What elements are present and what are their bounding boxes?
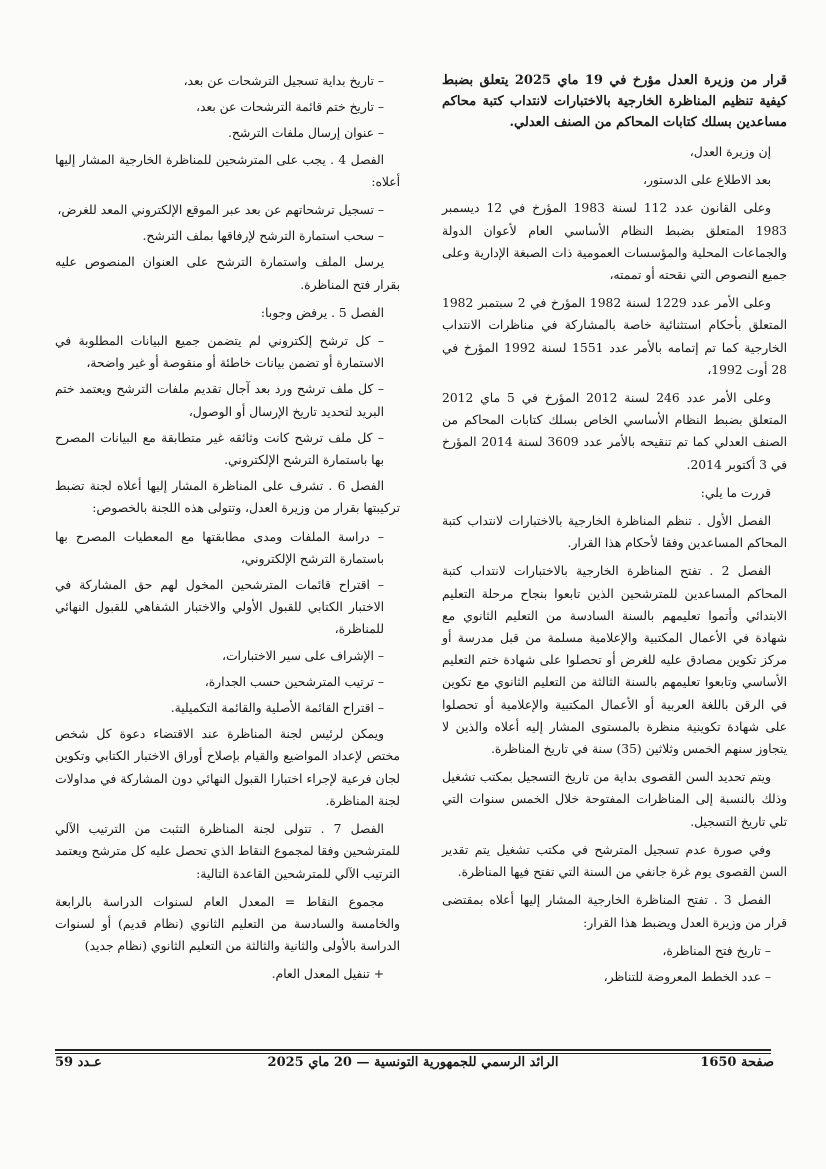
list-item: – سحب استمارة الترشح لإرفاقها بملف الترشح. [55,225,400,247]
list-item: + تنفيل المعدل العام. [55,963,400,985]
list-item: – تاريخ بداية تسجيل الترشحات عن بعد، [55,70,400,92]
footer-rule [55,1053,771,1054]
article-6: الفصل 6 . تشرف على المناظرة المشار إليها أعلاه لجنة تضبط تركيبتها بقرار من وزيرة العدل، وتتولى هذه اللجنة بالخصوص: [55,479,400,516]
footer-rule [55,1049,771,1051]
list-item: – تاريخ ختم قائمة الترشحات عن بعد، [55,96,400,118]
issue-number: عـدد 59 [55,1055,102,1070]
decree-title: قرار من وزيرة العدل مؤرخ في 19 ماي 2025 يتعلق بضبط كيفية تنظيم المناظرة الخارجية بالاختبارات لانتداب كتبة محاكم مساعدين بسلك كتابات المحاكم من الصنف العدلي. [442,73,787,130]
formula-paragraph: مجموع النقاط = المعدل العام لسنوات الدراسة بالرابعة والخامسة والسادسة من التعليم الثانوي (نظام قديم) أو لسنوات الدراسة بالأولى والثانية والثالثة من التعليم الثانوي (نظام جديد) [55,894,400,954]
list-item: – تسجيل ترشحاتهم عن بعد عبر الموقع الإلكتروني المعد للغرض، [55,199,400,221]
right-column [442,70,787,992]
paragraph: وعلى الأمر عدد 1229 لسنة 1982 المؤرخ في 2 سبتمبر 1982 المتعلق بأحكام استثنائية خاصة بالمشاركة في مناظرات الانتداب الخارجية كما تم إتمامه بالأمر عدد 1551 لسنة 1992 المؤرخ في 28 أوت 1992، [442,296,787,377]
list-item: – دراسة الملفات ومدى مطابقتها مع المعطيات المصرح بها باستمارة الترشح الإلكتروني، [55,526,400,570]
paragraph: وعلى القانون عدد 112 لسنة 1983 المؤرخ في 12 ديسمبر 1983 المتعلق بضبط النظام الأساسي العام لأعوان الدولة والجماعات المحلية والمؤسسات العمومية ذات الصبغة الإدارية وعلى جميع النصوص التي نقحته أو تممته، [442,201,787,283]
paragraph: ويمكن لرئيس لجنة المناظرة عند الاقتضاء دعوة كل شخص مختص لإعداد المواضيع والقيام بإصلاح أوراق الاختبار الكتابي وتكوين لجان فرعية لإجراء اختبارا القبول النهائي دون المشاركة في مداولات لجنة المناظرة. [55,727,400,808]
gazette-title: الرائد الرسمي للجمهورية التونسية — 20 ماي 2025 [267,1055,559,1070]
left-column [55,70,400,990]
list-item: – اقتراح قائمات المترشحين المخول لهم حق المشاركة في الاختبار الكتابي للقبول الأولي والاختبار الشفاهي للقبول النهائي للمناظرة، [55,574,400,641]
article-3: الفصل 3 . تفتح المناظرة الخارجية المشار إليها أعلاه بمقتضى قرار من وزيرة العدل ويضبط هذا القرار: [442,893,787,930]
list-item: – تاريخ فتح المناظرة، [442,940,787,962]
paragraph: بعد الاطلاع على الدستور، [643,173,771,188]
list-item: – عنوان إرسال ملفات الترشح. [55,122,400,144]
paragraph: قررت ما يلي: [700,485,771,500]
list-item: – ترتيب المترشحين حسب الجدارة، [55,671,400,693]
article-4: الفصل 4 . يجب على المترشحين للمناظرة الخارجية المشار إليها أعلاه: [55,152,400,189]
page-number: صفحة 1650 [700,1055,774,1070]
list-item: – عدد الخطط المعروضة للتناظر، [442,966,787,988]
paragraph: وعلى الأمر عدد 246 لسنة 2012 المؤرخ في 5 ماي 2012 المتعلق بضبط النظام الأساسي الخاص بسلك كتابات المحاكم من الصنف العدلي كما تم تنقيحه بالأمر عدد 3609 لسنة 2014 المؤرخ في 3 أكتوبر 2014. [442,391,787,472]
paragraph: يرسل الملف واستمارة الترشح على العنوان المنصوص عليه بقرار فتح المناظرة. [55,255,400,292]
article-7: الفصل 7 . تتولى لجنة المناظرة التثبت من الترتيب الآلي للمترشحين وفقا لمجموع النقاط الذي تحصل عليه كل مترشح ويعتمد الترتيب الآلي للمترشحين القاعدة التالية: [55,822,400,881]
article-2: الفصل 2 . تفتح المناظرة الخارجية بالاختبارات لانتداب كتبة المحاكم المساعدين للمترشحين الذين تابعوا بنجاح مرحلة التعليم الابتدائي وأتموا تعليمهم بالسنة السادسة من التعليم الثانوي مع شهادة في الأعمال المكتبية والإعلامية مسلمة من قبل مدرسة أو مركز تكوين مصادق عليه للغرض أو تحصلوا على شهادة ختم التعليم الأساسي وتابعوا تعليمهم بالسنة الثالثة من التعليم الثانوي مع تكوين في الرقن باللغة العربية أو الأعمال المكتبية والإعلامية أو تحصلوا على شهادة تكوينية منظرة بالمستوى المشار إليه أعلاه والذين لا يتجاوز سنهم الخمس وثلاثين (35) سنة في تاريخ المناظرة. [442,564,787,757]
list-item: – كل ملف ترشح كانت وثائقه غير متطابقة مع البيانات المصرح بها باستمارة الترشح الإلكتروني. [55,427,400,471]
article-5: الفصل 5 . يرفض وجوبا: [260,305,384,320]
paragraph: ويتم تحديد السن القصوى بداية من تاريخ التسجيل بمكتب تشغيل وذلك بالنسبة إلى المناظرات المفتوحة خلال الخمس سنوات التي تلي تاريخ التسجيل. [442,770,787,829]
list-item: – الإشراف على سير الاختبارات، [55,645,400,667]
list-item: – كل ملف ترشح ورد بعد آجال تقديم ملفات الترشح ويعتمد ختم البريد لتحديد تاريخ الإرسال أو الوصول، [55,378,400,422]
article-1: الفصل الأول . تنظم المناظرة الخارجية بالاختبارات لانتداب كتبة المحاكم المساعدين وفقا لأحكام هذا القرار. [442,514,787,551]
list-item: – كل ترشح إلكتروني لم يتضمن جميع البيانات المطلوبة في الاستمارة أو تضمن بيانات خاطئة أو منقوصة أو غير واضحة، [55,330,400,374]
list-item: – اقتراح القائمة الأصلية والقائمة التكميلية. [55,697,400,719]
paragraph: إن وزيرة العدل، [689,145,771,159]
paragraph: وفي صورة عدم تسجيل المترشح في مكتب تشغيل يتم تقدير السن القصوى يوم غرة جانفي من السنة التي تفتح فيها المناظرة. [442,842,787,880]
